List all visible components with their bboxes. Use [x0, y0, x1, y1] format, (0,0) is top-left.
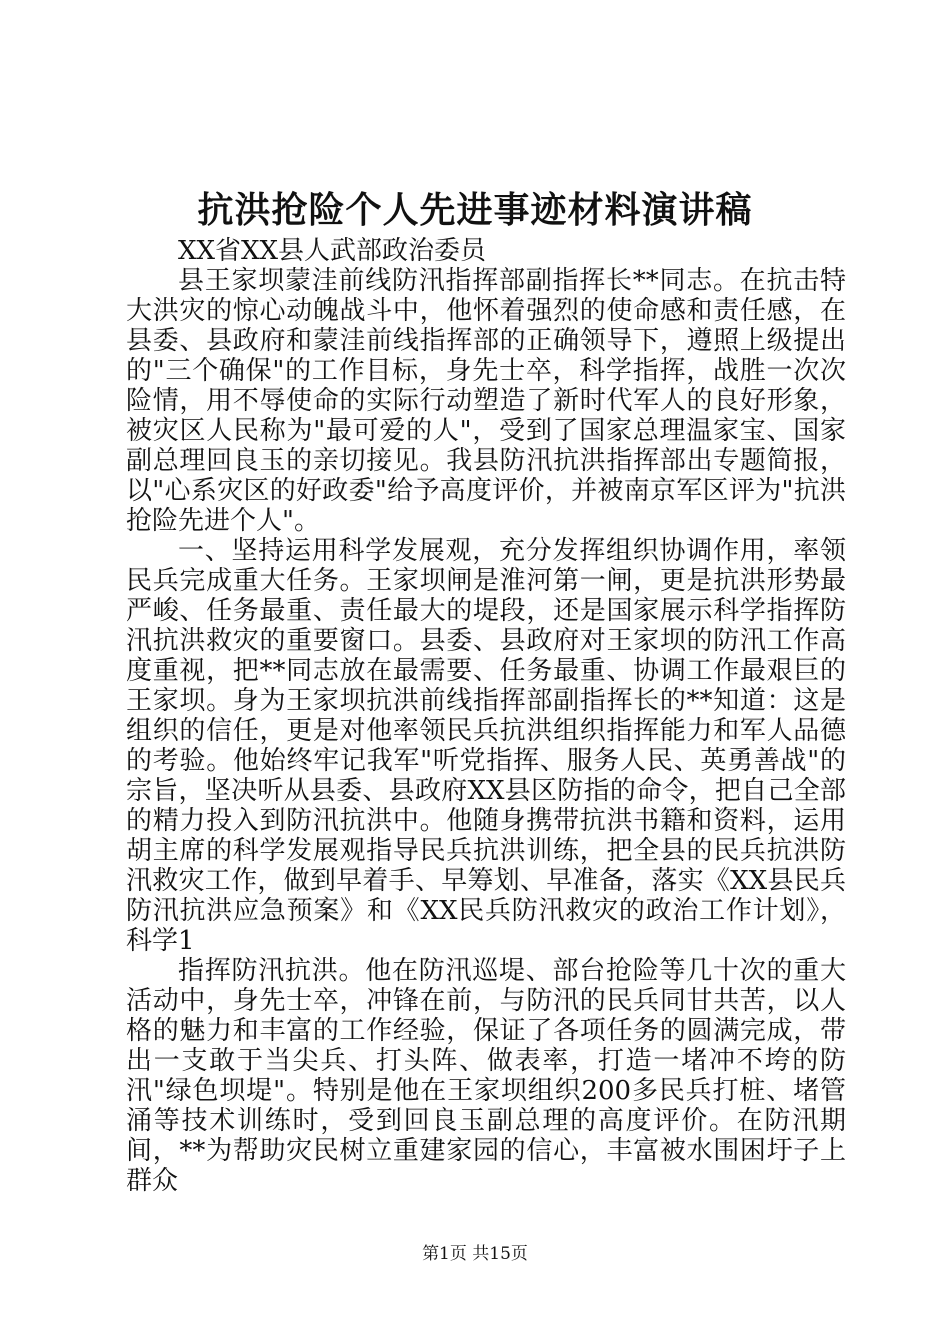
page-footer: 第1页 共15页 [422, 1244, 528, 1264]
document-body [126, 236, 846, 1196]
author-line: XX省XX县人武部政治委员 [178, 236, 487, 266]
paragraph-2: 一、坚持运用科学发展观，充分发挥组织协调作用，率领民兵完成重大任务。王家坝闸是淮河第一闸，更是抗洪形势最严峻、任务最重、责任最大的堤段，还是国家展示科学指挥防汛抗洪救灾的重要窗口。县委、县政府对王家坝的防汛工作高度重视，把**同志放在最需要、任务最重、协调工作最艰巨的王家坝。身为王家坝抗洪前线指挥部副指挥长的**知道：这是组织的信任，更是对他率领民兵抗洪组织指挥能力和军人品德的考验。他始终牢记我军"听党指挥、服务人民、英勇善战"的宗旨，坚决听从县委、县政府XX县区防指的命令，把自己全部的精力投入到防汛抗洪中。他随身携带抗洪书籍和资料，运用胡主席的科学发展观指导民兵抗洪训练，把全县的民兵抗洪防汛救灾工作，做到早着手、早筹划、早准备，落实《XX县民兵防汛抗洪应急预案》和《XX民兵防汛救灾的政治工作计划》，科学1 [126, 536, 846, 956]
document-title: 抗洪抢险个人先进事迹材料演讲稿 [197, 189, 753, 231]
paragraph-3: 指挥防汛抗洪。他在防汛巡堤、部台抢险等几十次的重大活动中，身先士卒，冲锋在前，与防汛的民兵同甘共苦，以人格的魅力和丰富的工作经验，保证了各项任务的圆满完成，带出一支敢于当尖兵、打头阵、做表率，打造一堵冲不垮的防汛"绿色坝堤"。特别是他在王家坝组织200多民兵打桩、堵管涌等技术训练时，受到回良玉副总理的高度评价。在防汛期间，**为帮助灾民树立重建家园的信心，丰富被水围困圩子上群众 [126, 956, 846, 1196]
paragraph-1: 县王家坝蒙洼前线防汛指挥部副指挥长**同志。在抗击特大洪灾的惊心动魄战斗中，他怀着强烈的使命感和责任感，在县委、县政府和蒙洼前线指挥部的正确领导下，遵照上级提出的"三个确保"的工作目标，身先士卒，科学指挥，战胜一次次险情，用不辱使命的实际行动塑造了新时代军人的良好形象，被灾区人民称为"最可爱的人"，受到了国家总理温家宝、国家副总理回良玉的亲切接见。我县防汛抗洪指挥部出专题简报，以"心系灾区的好政委"给予高度评价，并被南京军区评为"抗洪抢险先进个人"。 [126, 266, 846, 536]
